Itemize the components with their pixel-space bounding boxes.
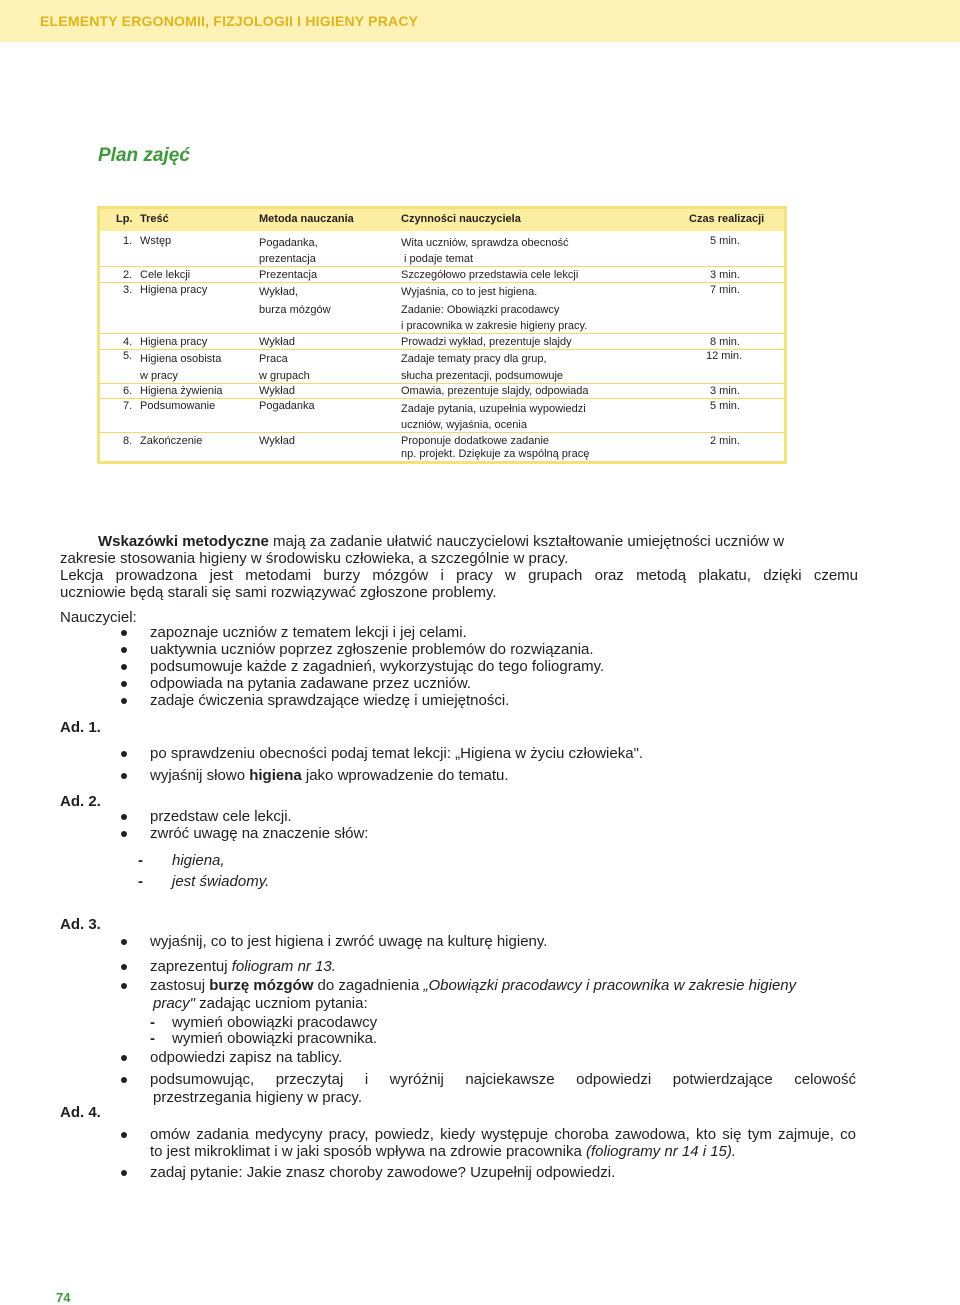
teacher-item: zapoznaje uczniów z tematem lekcji i jej celami. bbox=[150, 624, 467, 641]
ad2-item: zwróć uwagę na znaczenie słów: bbox=[150, 825, 369, 842]
cell-czas: 3 min. bbox=[710, 385, 740, 397]
cell-czas: 8 min. bbox=[710, 336, 740, 348]
dash: - bbox=[150, 1030, 155, 1047]
cell-czynnosci: Proponuje dodatkowe zadanie bbox=[401, 435, 550, 447]
page-number: 74 bbox=[56, 1290, 71, 1305]
bullet bbox=[121, 630, 127, 636]
row-divider bbox=[100, 383, 784, 384]
cell-czas: 2 min. bbox=[710, 435, 740, 447]
guidance-lead-bold: Wskazówki metodyczne bbox=[98, 533, 269, 550]
ad3-item2-pre: zaprezentuj bbox=[150, 958, 232, 975]
guidance-line-2: zakresie stosowania higieny w środowisku człowieka, a szczególnie w pracy. bbox=[60, 550, 569, 567]
cell-czas: 5 min. bbox=[710, 400, 740, 412]
ad3-item3-mid: do zagadnienia bbox=[313, 977, 424, 994]
plan-title: Plan zajęć bbox=[98, 145, 190, 166]
cell-lp: 7. bbox=[123, 400, 133, 412]
ad2-label: Ad. 2. bbox=[60, 793, 101, 810]
ad1-item2-bold: higiena bbox=[249, 767, 302, 784]
cell-czynnosci: Zadanie: Obowiązki pracodawcy bbox=[401, 304, 560, 316]
th-czas: Czas realizacji bbox=[689, 213, 765, 225]
cell-lp: 4. bbox=[123, 336, 133, 348]
dash: - bbox=[138, 873, 143, 890]
teacher-item: odpowiada na pytania zadawane przez uczniów. bbox=[150, 675, 472, 692]
cell-metoda: Wykład bbox=[259, 385, 295, 397]
cell-tresc: Cele lekcji bbox=[140, 269, 191, 281]
th-tresc: Treść bbox=[140, 213, 169, 225]
bullet bbox=[121, 814, 127, 820]
cell-metoda: Prezentacja bbox=[259, 269, 318, 281]
cell-lp: 5. bbox=[123, 350, 133, 362]
cell-czas: 12 min. bbox=[706, 350, 743, 362]
cell-czynnosci: Szczegółowo przedstawia cele lekcji bbox=[401, 269, 579, 281]
ad3-sub: wymień obowiązki pracodawcy bbox=[172, 1014, 378, 1031]
cell-czynnosci: słucha prezentacji, podsumowuje bbox=[401, 370, 564, 382]
bullet bbox=[121, 939, 127, 945]
th-czynnosci: Czynności nauczyciela bbox=[401, 213, 521, 225]
ad3-label: Ad. 3. bbox=[60, 916, 101, 933]
cell-tresc: Higiena żywienia bbox=[140, 385, 223, 397]
ad4-item1-pre: to jest mikroklimat i w jaki sposób wpływa na zdrowie pracownika bbox=[150, 1143, 586, 1160]
cell-lp: 2. bbox=[123, 269, 133, 281]
cell-czynnosci: Zadaje pytania, uzupełnia wypowiedzi bbox=[401, 403, 586, 415]
ad3-item3-italic: „Obowiązki pracodawcy i pracownika w zakresie higieny bbox=[423, 977, 797, 994]
guidance-line-1 bbox=[98, 533, 858, 550]
bullet bbox=[121, 831, 127, 837]
ad3-item: podsumowując, przeczytaj i wyróżnij najciekawsze odpowiedzi potwierdzające celowość bbox=[150, 1071, 856, 1088]
cell-metoda: burza mózgów bbox=[259, 304, 331, 316]
ad3-item3-pre: zastosuj bbox=[150, 977, 210, 994]
teacher-label: Nauczyciel: bbox=[60, 609, 137, 626]
cell-czynnosci: Prowadzi wykład, prezentuje slajdy bbox=[401, 336, 572, 348]
ad3-sub: wymień obowiązki pracownika. bbox=[172, 1030, 378, 1047]
bullet bbox=[121, 647, 127, 653]
ad4-item: omów zadania medycyny pracy, powiedz, kiedy występuje choroba zawodowa, kto się tym zajmuje, co bbox=[150, 1126, 856, 1143]
row-divider bbox=[100, 349, 784, 350]
bullet bbox=[121, 751, 127, 757]
dash: - bbox=[138, 852, 143, 869]
bullet bbox=[121, 1055, 127, 1061]
cell-tresc: w pracy bbox=[140, 370, 178, 382]
cell-metoda: Pogadanka, bbox=[259, 237, 318, 249]
cell-czynnosci: Wyjaśnia, co to jest higiena. bbox=[401, 286, 538, 298]
row-divider bbox=[100, 282, 784, 283]
ad3-item bbox=[150, 977, 796, 994]
ad3-item-cont: przestrzegania higieny w pracy. bbox=[153, 1089, 362, 1106]
cell-czynnosci: Zadaje tematy pracy dla grup, bbox=[401, 353, 547, 365]
cell-tresc: Higiena pracy bbox=[140, 336, 208, 348]
ad1-item2-pre: wyjaśnij słowo bbox=[150, 767, 250, 784]
ad3-item bbox=[150, 958, 336, 975]
ad3-item3-cont bbox=[153, 995, 368, 1012]
guidance-lead-rest: mają za zadanie ułatwić nauczycielowi kształtowanie umiejętności uczniów w bbox=[268, 533, 785, 550]
bullet bbox=[121, 681, 127, 687]
ad1-label: Ad. 1. bbox=[60, 719, 101, 736]
cell-czynnosci: i pracownika w zakresie higieny pracy. bbox=[401, 320, 588, 332]
bullet bbox=[121, 698, 127, 704]
bullet bbox=[121, 664, 127, 670]
bullet bbox=[121, 964, 127, 970]
ad1-item2-post: jako wprowadzenie do tematu. bbox=[301, 767, 509, 784]
header-title: ELEMENTY ERGONOMII, FIZJOLOGII I HIGIENY PRACY bbox=[40, 13, 419, 29]
row-divider bbox=[100, 432, 784, 433]
cell-tresc: Higiena pracy bbox=[140, 284, 208, 296]
cell-lp: 6. bbox=[123, 385, 133, 397]
ad2-item: przedstaw cele lekcji. bbox=[150, 808, 292, 825]
cell-metoda: Wykład bbox=[259, 336, 295, 348]
cell-metoda: Wykład, bbox=[259, 286, 299, 298]
bullet bbox=[121, 983, 127, 989]
cell-tresc: Wstęp bbox=[140, 235, 172, 247]
bullet bbox=[121, 773, 127, 779]
cell-metoda: prezentacja bbox=[259, 253, 316, 265]
cell-czas: 5 min. bbox=[710, 235, 740, 247]
ad3-item2-italic: foliogram nr 13. bbox=[231, 958, 336, 975]
cell-czas: 3 min. bbox=[710, 269, 740, 281]
cell-czynnosci: i podaje temat bbox=[404, 253, 474, 265]
cell-czynnosci: np. projekt. Dziękuje za wspólną pracę bbox=[401, 448, 590, 460]
row-divider bbox=[100, 266, 784, 267]
cell-metoda: w grupach bbox=[259, 370, 310, 382]
row-divider bbox=[100, 398, 784, 399]
cell-tresc: Zakończenie bbox=[140, 435, 203, 447]
ad1-item bbox=[150, 767, 509, 784]
bullet bbox=[121, 1077, 127, 1083]
cell-czynnosci: Wita uczniów, sprawdza obecność bbox=[401, 237, 569, 249]
dash: - bbox=[150, 1014, 155, 1031]
ad3-item3-italic-2: pracy" bbox=[153, 995, 196, 1012]
bullet bbox=[121, 1170, 127, 1176]
teacher-item: podsumowuje każde z zagadnień, wykorzystując do tego foliogramy. bbox=[150, 658, 605, 675]
ad1-item: po sprawdzeniu obecności podaj temat lekcji: „Higiena w życiu człowieka". bbox=[150, 745, 644, 762]
ad2-word: jest świadomy. bbox=[172, 873, 270, 890]
cell-lp: 3. bbox=[123, 284, 133, 296]
ad3-item3-bold: burzę mózgów bbox=[209, 977, 314, 994]
cell-metoda: Wykład bbox=[259, 435, 295, 447]
cell-czas: 7 min. bbox=[710, 284, 740, 296]
th-lp: Lp. bbox=[116, 213, 133, 225]
cell-tresc: Podsumowanie bbox=[140, 400, 216, 412]
cell-czynnosci: uczniów, wyjaśnia, ocenia bbox=[401, 419, 527, 431]
teacher-item: uaktywnia uczniów poprzez zgłoszenie problemów do rozwiązania. bbox=[150, 641, 594, 658]
th-metoda: Metoda nauczania bbox=[259, 213, 354, 225]
ad3-item3-post: zadając uczniom pytania: bbox=[195, 995, 368, 1012]
cell-metoda: Praca bbox=[259, 353, 288, 365]
ad4-item1-italic: (foliogramy nr 14 i 15). bbox=[586, 1143, 737, 1160]
ad3-item: odpowiedzi zapisz na tablicy. bbox=[150, 1049, 343, 1066]
cell-lp: 1. bbox=[123, 235, 133, 247]
guidance-line-4: uczniowie będą starali się sami rozwiązywać zgłoszone problemy. bbox=[60, 584, 497, 601]
cell-lp: 8. bbox=[123, 435, 133, 447]
ad4-item: zadaj pytanie: Jakie znasz choroby zawodowe? Uzupełnij odpowiedzi. bbox=[150, 1164, 616, 1181]
row-divider bbox=[100, 333, 784, 334]
ad4-item-cont bbox=[150, 1143, 736, 1160]
ad3-item: wyjaśnij, co to jest higiena i zwróć uwagę na kulturę higieny. bbox=[150, 933, 548, 950]
ad4-label: Ad. 4. bbox=[60, 1104, 101, 1121]
cell-tresc: Higiena osobista bbox=[140, 353, 222, 365]
guidance-line-3: Lekcja prowadzona jest metodami burzy mózgów i pracy w grupach oraz metodą plakatu, dzięki czemu bbox=[60, 567, 858, 584]
cell-czynnosci: Omawia, prezentuje slajdy, odpowiada bbox=[401, 385, 589, 397]
ad2-word: higiena, bbox=[172, 852, 225, 869]
cell-metoda: Pogadanka bbox=[259, 400, 315, 412]
teacher-item: zadaje ćwiczenia sprawdzające wiedzę i umiejętności. bbox=[150, 692, 510, 709]
bullet bbox=[121, 1132, 127, 1138]
